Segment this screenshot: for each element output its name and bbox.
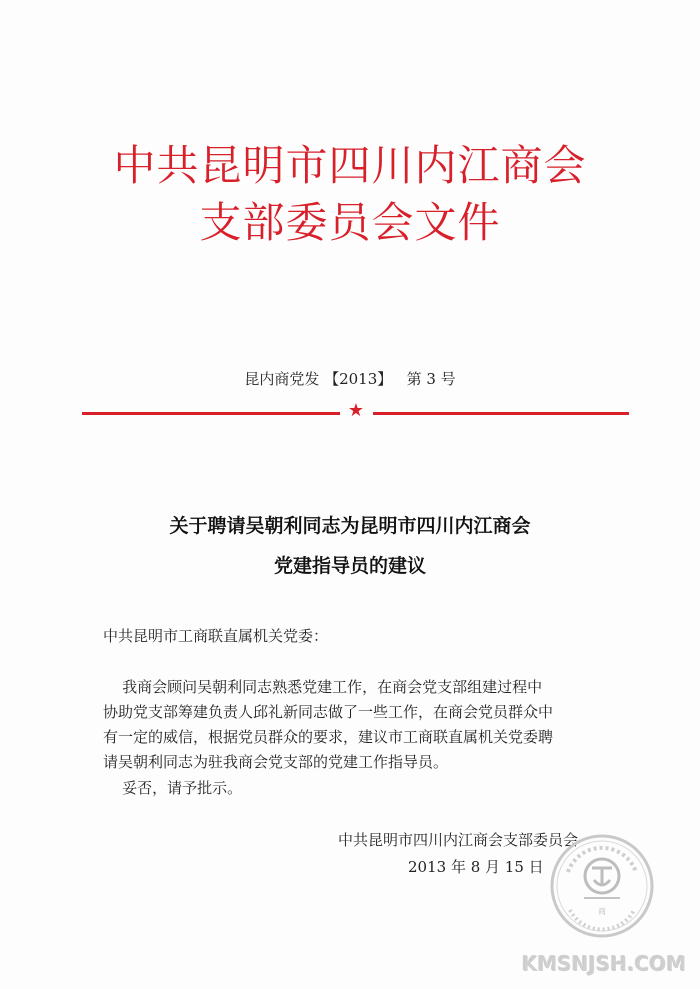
recipient: 中共昆明市工商联直属机关党委： xyxy=(103,627,329,645)
red-divider-right xyxy=(373,412,629,415)
body-line: 协助党支部筹建负责人邱礼新同志做了一些工作，在商会党员群众中 xyxy=(103,703,554,721)
document-number: 昆内商党发 【2013】 第 3 号 xyxy=(244,370,456,388)
site-watermark: KMSNJSH.COM xyxy=(522,952,687,976)
subject-title-line2: 党建指导员的建议 xyxy=(273,555,426,577)
signature-organization: 中共昆明市四川内江商会支部委员会 xyxy=(338,831,579,849)
star-icon: ★ xyxy=(347,400,365,421)
svg-text:商: 商 xyxy=(598,907,606,916)
signature-date: 2013 年 8 月 15 日 xyxy=(408,858,544,876)
body-line: 有一定的威信，根据党员群众的要求，建议市工商联直属机关党委聘 xyxy=(103,728,554,746)
document-header-line1: 中共昆明市四川内江商会 xyxy=(113,141,587,190)
subject-title-line1: 关于聘请吴朝利同志为昆明市四川内江商会 xyxy=(169,515,531,537)
body-line: 请吴朝利同志为驻我商会党支部的党建工作指导员。 xyxy=(103,753,449,771)
body-line: 我商会顾问吴朝利同志熟悉党建工作，在商会党支部组建过程中 xyxy=(103,678,543,696)
red-divider-left xyxy=(82,412,340,415)
document-header-line2: 支部委员会文件 xyxy=(199,198,501,247)
official-seal xyxy=(548,832,656,940)
body-line: 妥否，请予批示。 xyxy=(103,779,243,797)
